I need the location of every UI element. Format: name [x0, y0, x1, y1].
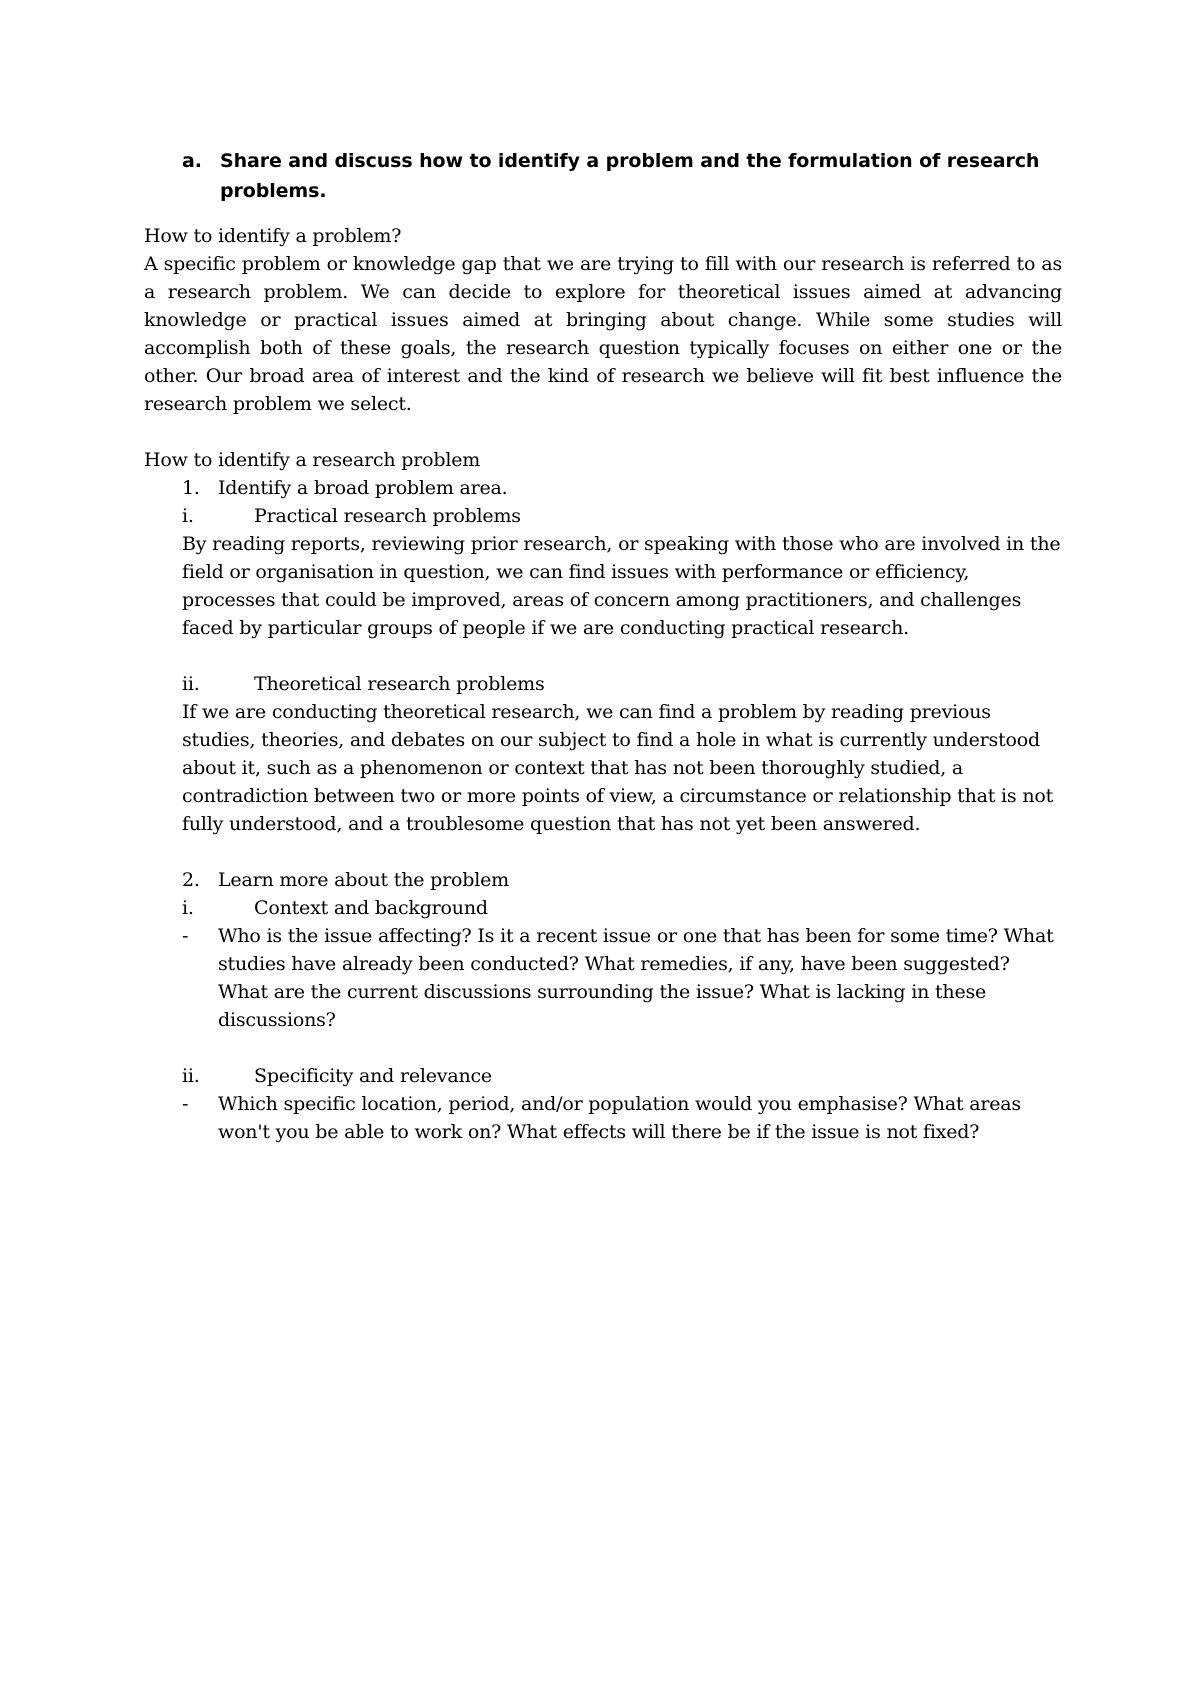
spacer	[144, 1034, 1062, 1062]
heading-marker: a.	[182, 150, 202, 172]
step-2-number: 2.	[182, 869, 200, 891]
step-1-number: 1.	[182, 477, 200, 499]
specificity-label: Specificity and relevance	[254, 1065, 492, 1087]
spacer	[144, 418, 1062, 446]
section-identify-problem-paragraph: A specific problem or knowledge gap that we are trying to fill with our research is referred to as a research problem. We can decide to explore for theoretical issues aimed at advancing knowledge or practical issues aimed at bringing about change. While some studies will accomplish both of these goals, the research question typically focuses on either one or the other. Our broad area of interest and the kind of research we believe will fit best influence the research problem we select.	[144, 253, 1062, 415]
section-identify-problem-title: How to identify a problem?	[144, 225, 402, 247]
context-bullet	[182, 922, 1062, 1034]
theoretical-heading	[182, 670, 1062, 698]
practical-paragraph: By reading reports, reviewing prior research, or speaking with those who are involved in the field or organisation in question, we can find issues with performance or efficiency, processes that could be improved, areas of concern among practitioners, and challenges faced by particular groups of people if we are conducting practical research.	[182, 533, 1061, 639]
step-2-label: Learn more about the problem	[218, 869, 509, 891]
step-2	[182, 866, 1062, 894]
practical-label: Practical research problems	[254, 505, 521, 527]
context-heading	[182, 894, 1062, 922]
section-research-problem-title: How to identify a research problem	[144, 449, 481, 471]
practical-numeral: i.	[182, 505, 194, 527]
theoretical-numeral: ii.	[182, 673, 200, 695]
specificity-dash: -	[182, 1093, 189, 1115]
context-dash: -	[182, 925, 189, 947]
specificity-heading	[182, 1062, 1062, 1090]
document-body	[144, 146, 1062, 1146]
specificity-text: Which specific location, period, and/or population would you emphasise? What areas won't you be able to work on? What effects will there be if the issue is not fixed?	[218, 1093, 1021, 1143]
spacer	[144, 642, 1062, 670]
theoretical-paragraph: If we are conducting theoretical research, we can find a problem by reading previous studies, theories, and debates on our subject to find a hole in what is currently understood about it, such as a phenomenon or context that has not been thoroughly studied, a contradiction between two or more points of view, a circumstance or relationship that is not fully understood, and a troublesome question that has not yet been answered.	[182, 701, 1054, 835]
theoretical-label: Theoretical research problems	[254, 673, 545, 695]
practical-heading	[182, 502, 1062, 530]
question-heading	[182, 146, 1062, 206]
step-1	[182, 474, 1062, 502]
context-label: Context and background	[254, 897, 488, 919]
context-numeral: i.	[182, 897, 194, 919]
step-1-label: Identify a broad problem area.	[218, 477, 508, 499]
spacer	[144, 838, 1062, 866]
specificity-numeral: ii.	[182, 1065, 200, 1087]
specificity-bullet	[182, 1090, 1062, 1146]
context-text: Who is the issue affecting? Is it a recent issue or one that has been for some time? What studies have already been conducted? What remedies, if any, have been suggested? What are the current discussions surrounding the issue? What is lacking in these discussions?	[218, 925, 1054, 1031]
heading-text: Share and discuss how to identify a problem and the formulation of research problems.	[220, 150, 1040, 202]
